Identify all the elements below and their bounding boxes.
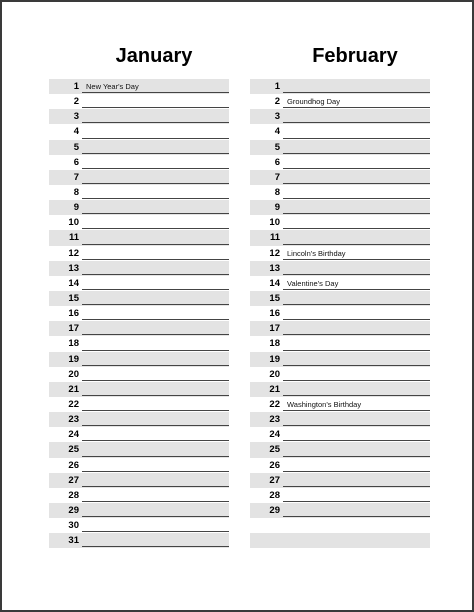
writing-line [82,122,229,123]
day-row [49,94,229,109]
day-number: 9 [73,202,79,214]
day-number: 3 [274,111,280,123]
day-number: 9 [274,202,280,214]
writing-line [283,138,430,139]
day-number: 10 [68,217,79,229]
day-row [49,336,229,351]
day-number: 28 [269,489,280,501]
day-row [49,230,229,245]
day-row [250,503,430,518]
day-row [250,427,430,442]
writing-line [82,304,229,305]
day-row [250,185,430,200]
month-column-january [49,42,229,547]
writing-line [283,153,430,154]
day-number: 16 [269,308,280,320]
day-row [49,185,229,200]
day-number: 1 [73,81,79,92]
day-row [250,442,430,457]
day-number: 5 [274,141,280,153]
day-number: 28 [68,489,79,501]
day-row [49,140,229,155]
day-row [49,200,229,215]
day-row [49,276,229,291]
day-row [49,246,229,261]
day-row [49,170,229,185]
day-row [49,215,229,230]
day-row [250,155,430,170]
writing-line [283,168,430,169]
day-row [49,518,229,533]
month-column-february [250,42,430,516]
writing-line [82,486,229,487]
writing-line [283,456,430,457]
day-row [49,442,229,457]
day-row [49,79,229,94]
day-number: 16 [68,308,79,320]
day-number: 2 [274,96,280,108]
writing-line [283,395,430,396]
writing-line [283,92,430,93]
day-number: 4 [274,126,280,138]
day-number: 26 [68,459,79,471]
day-number: 24 [68,429,79,441]
writing-line [82,365,229,366]
writing-line [283,501,430,502]
day-row [250,473,430,488]
day-number: 13 [269,262,280,274]
day-row [49,291,229,306]
day-row [49,488,229,503]
writing-line [283,334,430,335]
day-row [49,473,229,488]
writing-line [283,425,430,426]
day-row [250,230,430,245]
day-number: 12 [68,247,79,259]
writing-line [283,183,430,184]
writing-line [82,274,229,275]
day-row [250,215,430,230]
day-number: 30 [68,520,79,532]
day-number: 31 [68,535,79,547]
day-row [49,427,229,442]
day-number: 20 [68,368,79,380]
writing-line [283,213,430,214]
day-row [49,533,229,548]
day-number: 22 [68,398,79,410]
writing-line [82,138,229,139]
day-number: 27 [68,474,79,486]
day-number: 19 [68,353,79,365]
day-row [250,261,430,276]
writing-line [82,259,229,260]
day-number: 17 [68,323,79,335]
writing-line [82,395,229,396]
day-number: 14 [269,277,280,289]
day-number: 23 [68,414,79,426]
day-number: 29 [68,504,79,516]
day-list [49,79,229,548]
month-title: January [115,45,193,67]
day-row [250,246,430,261]
writing-line [283,122,430,123]
day-row [250,397,430,412]
writing-line [82,228,229,229]
day-row [250,170,430,185]
day-row [250,94,430,109]
writing-line [82,516,229,517]
day-number: 12 [269,247,280,259]
day-row [250,412,430,427]
day-row [49,155,229,170]
day-row [49,109,229,124]
day-number: 7 [73,171,79,183]
day-number: 6 [73,156,79,168]
day-row [250,488,430,503]
event-label: New Year's Day [86,82,139,91]
day-number: 25 [269,444,280,456]
day-number: 8 [73,186,79,198]
day-number: 17 [269,323,280,335]
writing-line [82,425,229,426]
day-number: 27 [269,474,280,486]
day-number: 10 [269,217,280,229]
writing-line [82,153,229,154]
writing-line [82,213,229,214]
writing-line [82,198,229,199]
day-row [49,321,229,336]
day-number: 24 [269,429,280,441]
day-row [250,291,430,306]
writing-line [82,183,229,184]
day-number: 14 [68,277,79,289]
day-row [49,124,229,139]
writing-line [82,546,229,547]
day-row [250,321,430,336]
writing-line [82,410,229,411]
day-row [250,276,430,291]
day-row [49,458,229,473]
day-row [250,352,430,367]
writing-line [283,516,430,517]
writing-line [283,365,430,366]
day-row [250,367,430,382]
writing-line [283,410,430,411]
day-row [49,367,229,382]
day-row [49,261,229,276]
day-number: 15 [269,292,280,304]
day-number: 21 [68,383,79,395]
writing-line [283,486,430,487]
day-number: 2 [73,96,79,108]
day-number: 15 [68,292,79,304]
writing-line [283,289,430,290]
month-title: February [312,45,398,67]
empty-row [250,533,430,548]
writing-line [82,501,229,502]
writing-line [283,304,430,305]
writing-line [82,107,229,108]
day-row [49,397,229,412]
day-row [49,412,229,427]
day-number: 23 [269,414,280,426]
day-row [250,382,430,397]
day-number: 3 [73,111,79,123]
day-number: 21 [269,383,280,395]
writing-line [82,440,229,441]
writing-line [283,440,430,441]
day-number: 1 [274,81,280,92]
day-number: 13 [68,262,79,274]
writing-line [82,380,229,381]
day-number: 18 [269,338,280,350]
writing-line [283,319,430,320]
empty-row [250,518,430,533]
day-number: 20 [269,368,280,380]
writing-line [82,350,229,351]
day-row [49,352,229,367]
writing-line [283,274,430,275]
writing-line [283,380,430,381]
day-number: 11 [269,232,280,244]
writing-line [283,244,430,245]
day-number: 11 [68,232,79,244]
writing-line [82,168,229,169]
day-number: 4 [73,126,79,138]
event-label: Valentine's Day [287,278,339,288]
writing-line [82,334,229,335]
day-number: 5 [73,141,79,153]
writing-line [82,531,229,532]
day-row [49,503,229,518]
day-number: 25 [68,444,79,456]
event-label: Washington's Birthday [287,399,362,409]
day-number: 26 [269,459,280,471]
day-number: 18 [68,338,79,350]
writing-line [82,244,229,245]
day-row [250,140,430,155]
writing-line [82,289,229,290]
writing-line [82,456,229,457]
writing-line [283,259,430,260]
writing-line [283,107,430,108]
day-number: 6 [274,156,280,168]
day-row [250,458,430,473]
day-number: 8 [274,186,280,198]
day-number: 22 [269,398,280,410]
day-number: 19 [269,353,280,365]
day-row [250,79,430,94]
day-row [250,124,430,139]
day-list [250,79,430,548]
day-row [250,109,430,124]
writing-line [283,471,430,472]
day-number: 29 [269,504,280,516]
day-number: 7 [274,171,280,183]
writing-line [82,319,229,320]
day-row [250,306,430,321]
day-row [250,200,430,215]
writing-line [82,92,229,93]
event-label: Groundhog Day [287,97,340,107]
day-row [250,336,430,351]
writing-line [283,198,430,199]
writing-line [283,228,430,229]
day-row [49,306,229,321]
day-row [49,382,229,397]
event-label: Lincoln's Birthday [287,248,346,258]
writing-line [82,471,229,472]
writing-line [283,350,430,351]
